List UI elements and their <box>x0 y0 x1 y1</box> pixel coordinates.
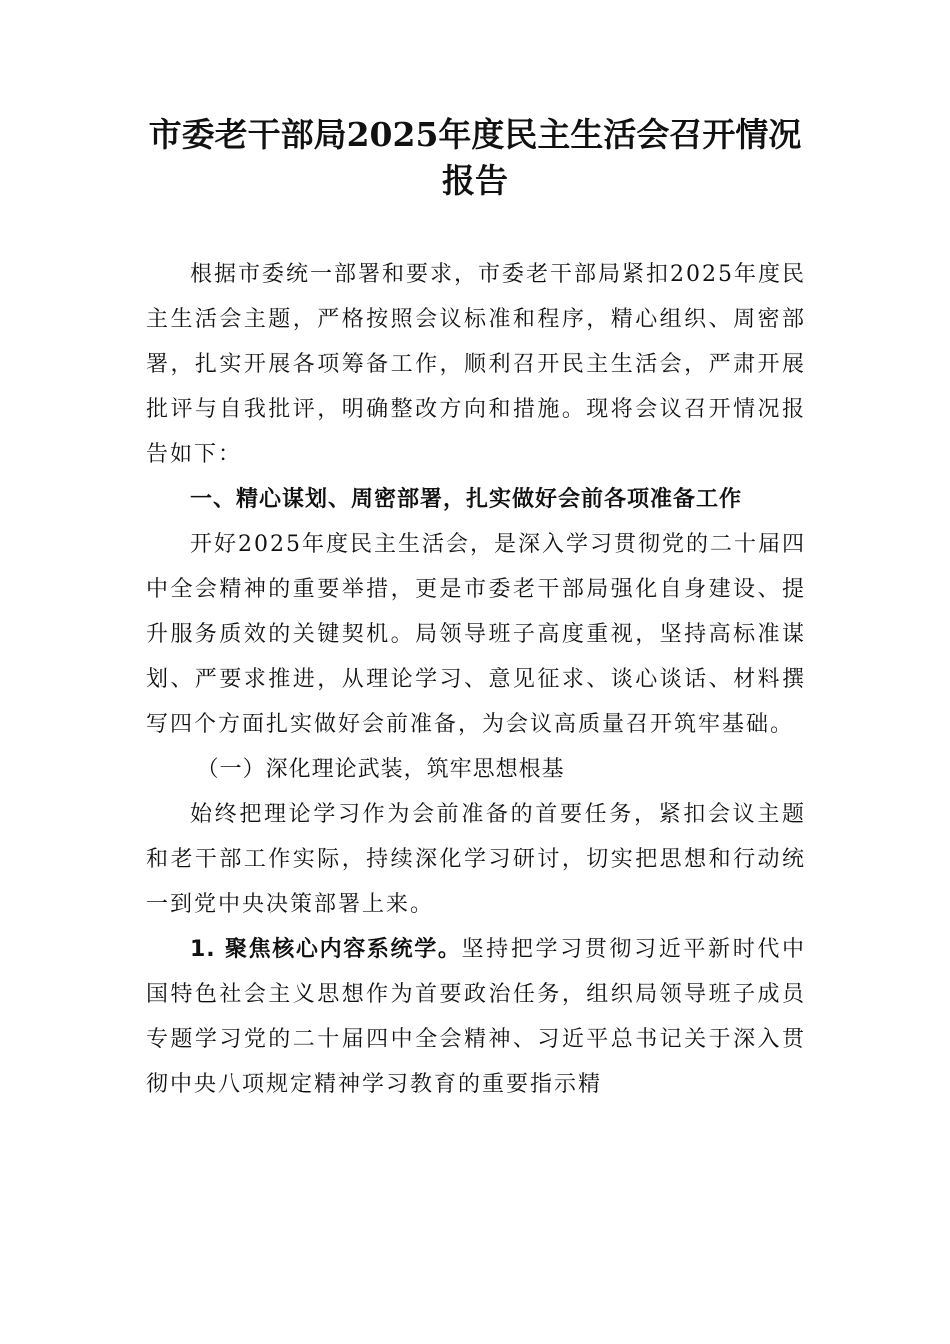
section-1-paragraph: 开好2025年度民主生活会，是深入学习贯彻党的二十届四中全会精神的重要举措，更是市委老干部局强化自身建设、提升服务质效的关键契机。局领导班子高度重视，坚持高标准谋划、严要求推进，从理论学习、意见征求、谈心谈话、材料撰写四个方面扎实做好会前准备，为会议高质量召开筑牢基础。 <box>146 532 806 737</box>
intro-paragraph: 根据市委统一部署和要求，市委老干部局紧扣2025年度民主生活会主题，严格按照会议标准和程序，精心组织、周密部署，扎实开展各项筹备工作，顺利召开民主生活会，严肃开展批评与自我批评，明确整改方向和措施。现将会议召开情况报告如下： <box>146 262 806 467</box>
subsection-1-paragraph: 始终把理论学习作为会前准备的首要任务，紧扣会议主题和老干部工作实际，持续深化学习研讨，切实把思想和行动统一到党中央决策部署上来。 <box>146 802 806 917</box>
subsection-heading-1: （一）深化理论武装，筑牢思想根基 <box>196 757 565 782</box>
document-title: 市委老干部局2025年度民主生活会召开情况报告 <box>148 115 802 200</box>
list-item-1-text: 坚持把学习贯彻习近平新时代中国特色社会主义思想作为首要政治任务，组织局领导班子成员专题学习党的二十届四中全会精神、习近平总书记关于深入贯彻中央八项规定精神学习教育的重要指示精 <box>146 937 806 1097</box>
section-heading-1: 一、精心谋划、周密部署，扎实做好会前各项准备工作 <box>190 487 743 512</box>
document-body <box>146 252 806 1107</box>
list-item-1 <box>146 927 806 1107</box>
list-item-1-lead: 1. 聚焦核心内容系统学。 <box>190 937 462 962</box>
